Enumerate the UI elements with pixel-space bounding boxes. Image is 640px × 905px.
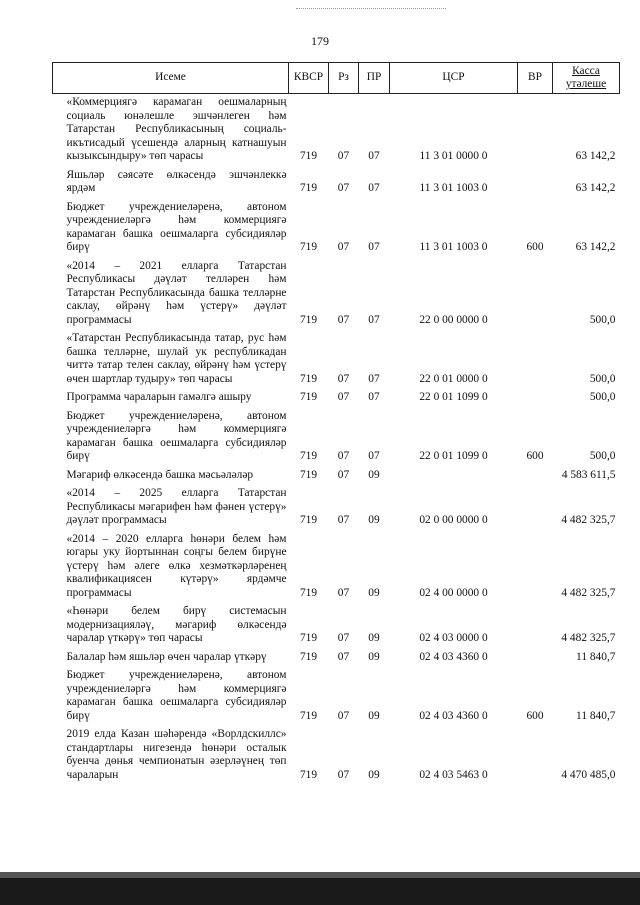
cell-pr: 09 [368, 514, 380, 526]
table-row [53, 167, 620, 199]
header-kassa: Касса утәлеше [553, 63, 620, 94]
cell-rz: 07 [337, 514, 350, 526]
cell-pr: 07 [368, 450, 380, 462]
cell-name: «Һөнәри белем бирү системасын модернизацияләү, мәгариф өлкәсендә чаралар үткәрү» төп чарасы [66, 605, 287, 644]
table-row [53, 389, 620, 408]
cell-amount: 500,0 [589, 372, 616, 385]
cell-rz: 07 [337, 650, 350, 663]
scan-border [0, 872, 640, 905]
cell-csr: 22 0 01 1099 0 [419, 450, 488, 462]
cell-csr: 02 4 03 5463 0 [419, 768, 488, 781]
cell-rz: 07 [337, 632, 350, 644]
header-pr: ПР [359, 63, 390, 94]
cell-pr: 07 [368, 182, 380, 194]
cell-name: «Татарстан Республикасында татар, рус һәм башка телләрне, шулай ук республикадан читтә татар телен саклау, өйрәнү һәм үстерү өчен шартлар тудыру» төп чарасы [66, 332, 287, 385]
cell-vr [518, 726, 553, 785]
cell-amount: 63 142,2 [575, 182, 616, 194]
table-header-row [53, 63, 620, 94]
cell-rz: 07 [337, 391, 350, 403]
cell-pr: 07 [368, 241, 380, 253]
cell-csr: 22 0 01 1099 0 [419, 391, 488, 403]
cell-vr [518, 258, 553, 331]
cell-csr: 11 3 01 1003 0 [419, 241, 488, 253]
cell-vr [518, 649, 553, 668]
budget-table [52, 62, 620, 785]
cell-rz: 07 [337, 372, 350, 385]
cell-rz: 07 [337, 709, 350, 722]
table-row [53, 199, 620, 258]
cell-rz: 07 [337, 182, 350, 194]
cell-pr: 09 [368, 709, 380, 722]
cell-vr [518, 94, 553, 167]
cell-rz: 07 [337, 450, 350, 462]
cell-vr: 600 [526, 450, 544, 462]
scan-artifact [296, 8, 446, 11]
cell-pr: 09 [368, 586, 380, 599]
cell-amount: 500,0 [589, 450, 616, 462]
cell-rz: 07 [337, 586, 350, 599]
cell-rz: 07 [337, 768, 350, 781]
table-row [53, 94, 620, 167]
cell-pr: 07 [368, 391, 380, 403]
cell-rz: 07 [337, 241, 350, 253]
cell-amount: 4 482 325,7 [561, 586, 616, 599]
header-name: Исеме [53, 63, 289, 94]
table-row [53, 408, 620, 467]
table-row [53, 531, 620, 604]
cell-amount: 4 583 611,5 [561, 468, 616, 481]
cell-vr: 600 [526, 241, 544, 253]
cell-csr: 02 0 00 0000 0 [419, 514, 488, 526]
table-row [53, 485, 620, 531]
cell-amount: 63 142,2 [575, 241, 616, 253]
cell-name: Балалар һәм яшьләр өчен чаралар үткәрү [66, 650, 267, 663]
cell-name: Бюджет учреждениеләренә, автоном учреждениеләргә һәм коммерциягә карамаган башка оешмаларга субсидияләр бирү [66, 409, 287, 462]
cell-name: «2014 – 2025 елларга Татарстан Республикасы мәгарифен һәм фәнен үстерү» дәүләт программасы [66, 487, 287, 526]
cell-kvsr: 719 [299, 241, 318, 253]
cell-pr: 09 [368, 632, 380, 644]
table-row [53, 258, 620, 331]
header-vr: ВР [518, 63, 553, 94]
header-csr: ЦСР [390, 63, 518, 94]
cell-name: Яшьләр сәясәте өлкәсендә эшчәнлеккә ярдәм [66, 168, 287, 194]
table-row [53, 330, 620, 389]
cell-csr: 22 0 00 0000 0 [419, 313, 488, 326]
table-row [53, 603, 620, 649]
table-row [53, 649, 620, 668]
cell-amount: 4 482 325,7 [561, 632, 616, 644]
cell-csr: 02 4 00 0000 0 [419, 586, 488, 599]
cell-name: «Коммерциягә карамаган оешмаларның социаль юнәлешле эшчәнлеген һәм Татарстан Республикасының социаль-икътисадый үсешендә аларның катнашуын кызыксындыру» төп чарасы [66, 96, 287, 162]
cell-amount: 500,0 [589, 313, 616, 326]
cell-vr [518, 485, 553, 531]
cell-kvsr: 719 [299, 768, 318, 781]
cell-pr: 07 [368, 313, 380, 326]
cell-rz: 07 [337, 313, 350, 326]
cell-csr: 02 4 03 4360 0 [419, 709, 488, 722]
cell-rz: 07 [337, 468, 350, 481]
cell-csr: 02 4 03 0000 0 [419, 632, 488, 644]
cell-amount: 4 470 485,0 [561, 768, 616, 781]
cell-kvsr: 719 [299, 450, 318, 462]
cell-amount: 4 482 325,7 [561, 514, 616, 526]
header-kvsr: КВСР [289, 63, 329, 94]
cell-csr [390, 467, 518, 486]
cell-pr: 07 [368, 150, 380, 162]
cell-pr: 09 [368, 768, 380, 781]
page-number: 179 [311, 34, 329, 48]
cell-vr: 600 [526, 709, 544, 722]
cell-vr [518, 167, 553, 199]
cell-vr [518, 389, 553, 408]
cell-kvsr: 719 [299, 650, 318, 663]
cell-pr: 07 [368, 372, 380, 385]
cell-name: «2014 – 2020 елларга һөнәри белем һәм югары уку йортыннан соңгы белем бирүне үстерү һәм әлеге өлкә хезмәткәрләренең квалификациясен күтәрү» ярдәмче программасы [66, 532, 287, 599]
cell-kvsr: 719 [299, 632, 318, 644]
cell-name: Бюджет учреждениеләренә, автоном учреждениеләргә һәм коммерциягә карамаган башка оешмаларга субсидияләр бирү [66, 200, 287, 253]
cell-rz: 07 [337, 150, 350, 162]
table-row [53, 467, 620, 486]
header-rz: Рз [329, 63, 359, 94]
cell-kvsr: 719 [299, 150, 318, 162]
cell-vr [518, 531, 553, 604]
table-row [53, 667, 620, 726]
cell-kvsr: 719 [299, 709, 318, 722]
cell-kvsr: 719 [299, 391, 318, 403]
cell-csr: 11 3 01 0000 0 [419, 150, 488, 162]
cell-name: «2014 – 2021 елларга Татарстан Республикасы дәүләт телләрен һәм Татарстан Республикасында башка телләрне саклау, өйрәнү һәм үстерү» дәүләт программасы [66, 259, 287, 326]
cell-kvsr: 719 [299, 586, 318, 599]
cell-name: Программа чараларын гамәлгә ашыру [66, 391, 252, 403]
cell-csr: 02 4 03 4360 0 [419, 650, 488, 663]
table-row [53, 726, 620, 785]
cell-amount: 500,0 [589, 391, 616, 403]
cell-kvsr: 719 [299, 372, 318, 385]
cell-pr: 09 [368, 468, 380, 481]
cell-csr: 11 3 01 1003 0 [419, 182, 488, 194]
cell-name: Бюджет учреждениеләренә, автоном учреждениеләргә һәм коммерциягә карамаган башка оешмаларга субсидияләр бирү [66, 669, 287, 722]
cell-vr [518, 467, 553, 486]
cell-name: Мәгариф өлкәсендә башка мәсьәләләр [66, 468, 254, 481]
cell-vr [518, 603, 553, 649]
cell-csr: 22 0 01 0000 0 [419, 372, 488, 385]
cell-kvsr: 719 [299, 313, 318, 326]
cell-kvsr: 719 [299, 468, 318, 481]
cell-kvsr: 719 [299, 182, 318, 194]
cell-pr: 09 [368, 650, 380, 663]
cell-vr [518, 330, 553, 389]
cell-amount: 11 840,7 [576, 709, 616, 722]
cell-amount: 63 142,2 [575, 150, 616, 162]
cell-kvsr: 719 [299, 514, 318, 526]
cell-name: 2019 елда Казан шәһәрендә «Ворлдскиллс» стандартлары нигезендә һөнәри осталык буенча дөнья чемпионатын әзерләүнең төп чараларын [66, 728, 287, 781]
cell-amount: 11 840,7 [576, 650, 616, 663]
